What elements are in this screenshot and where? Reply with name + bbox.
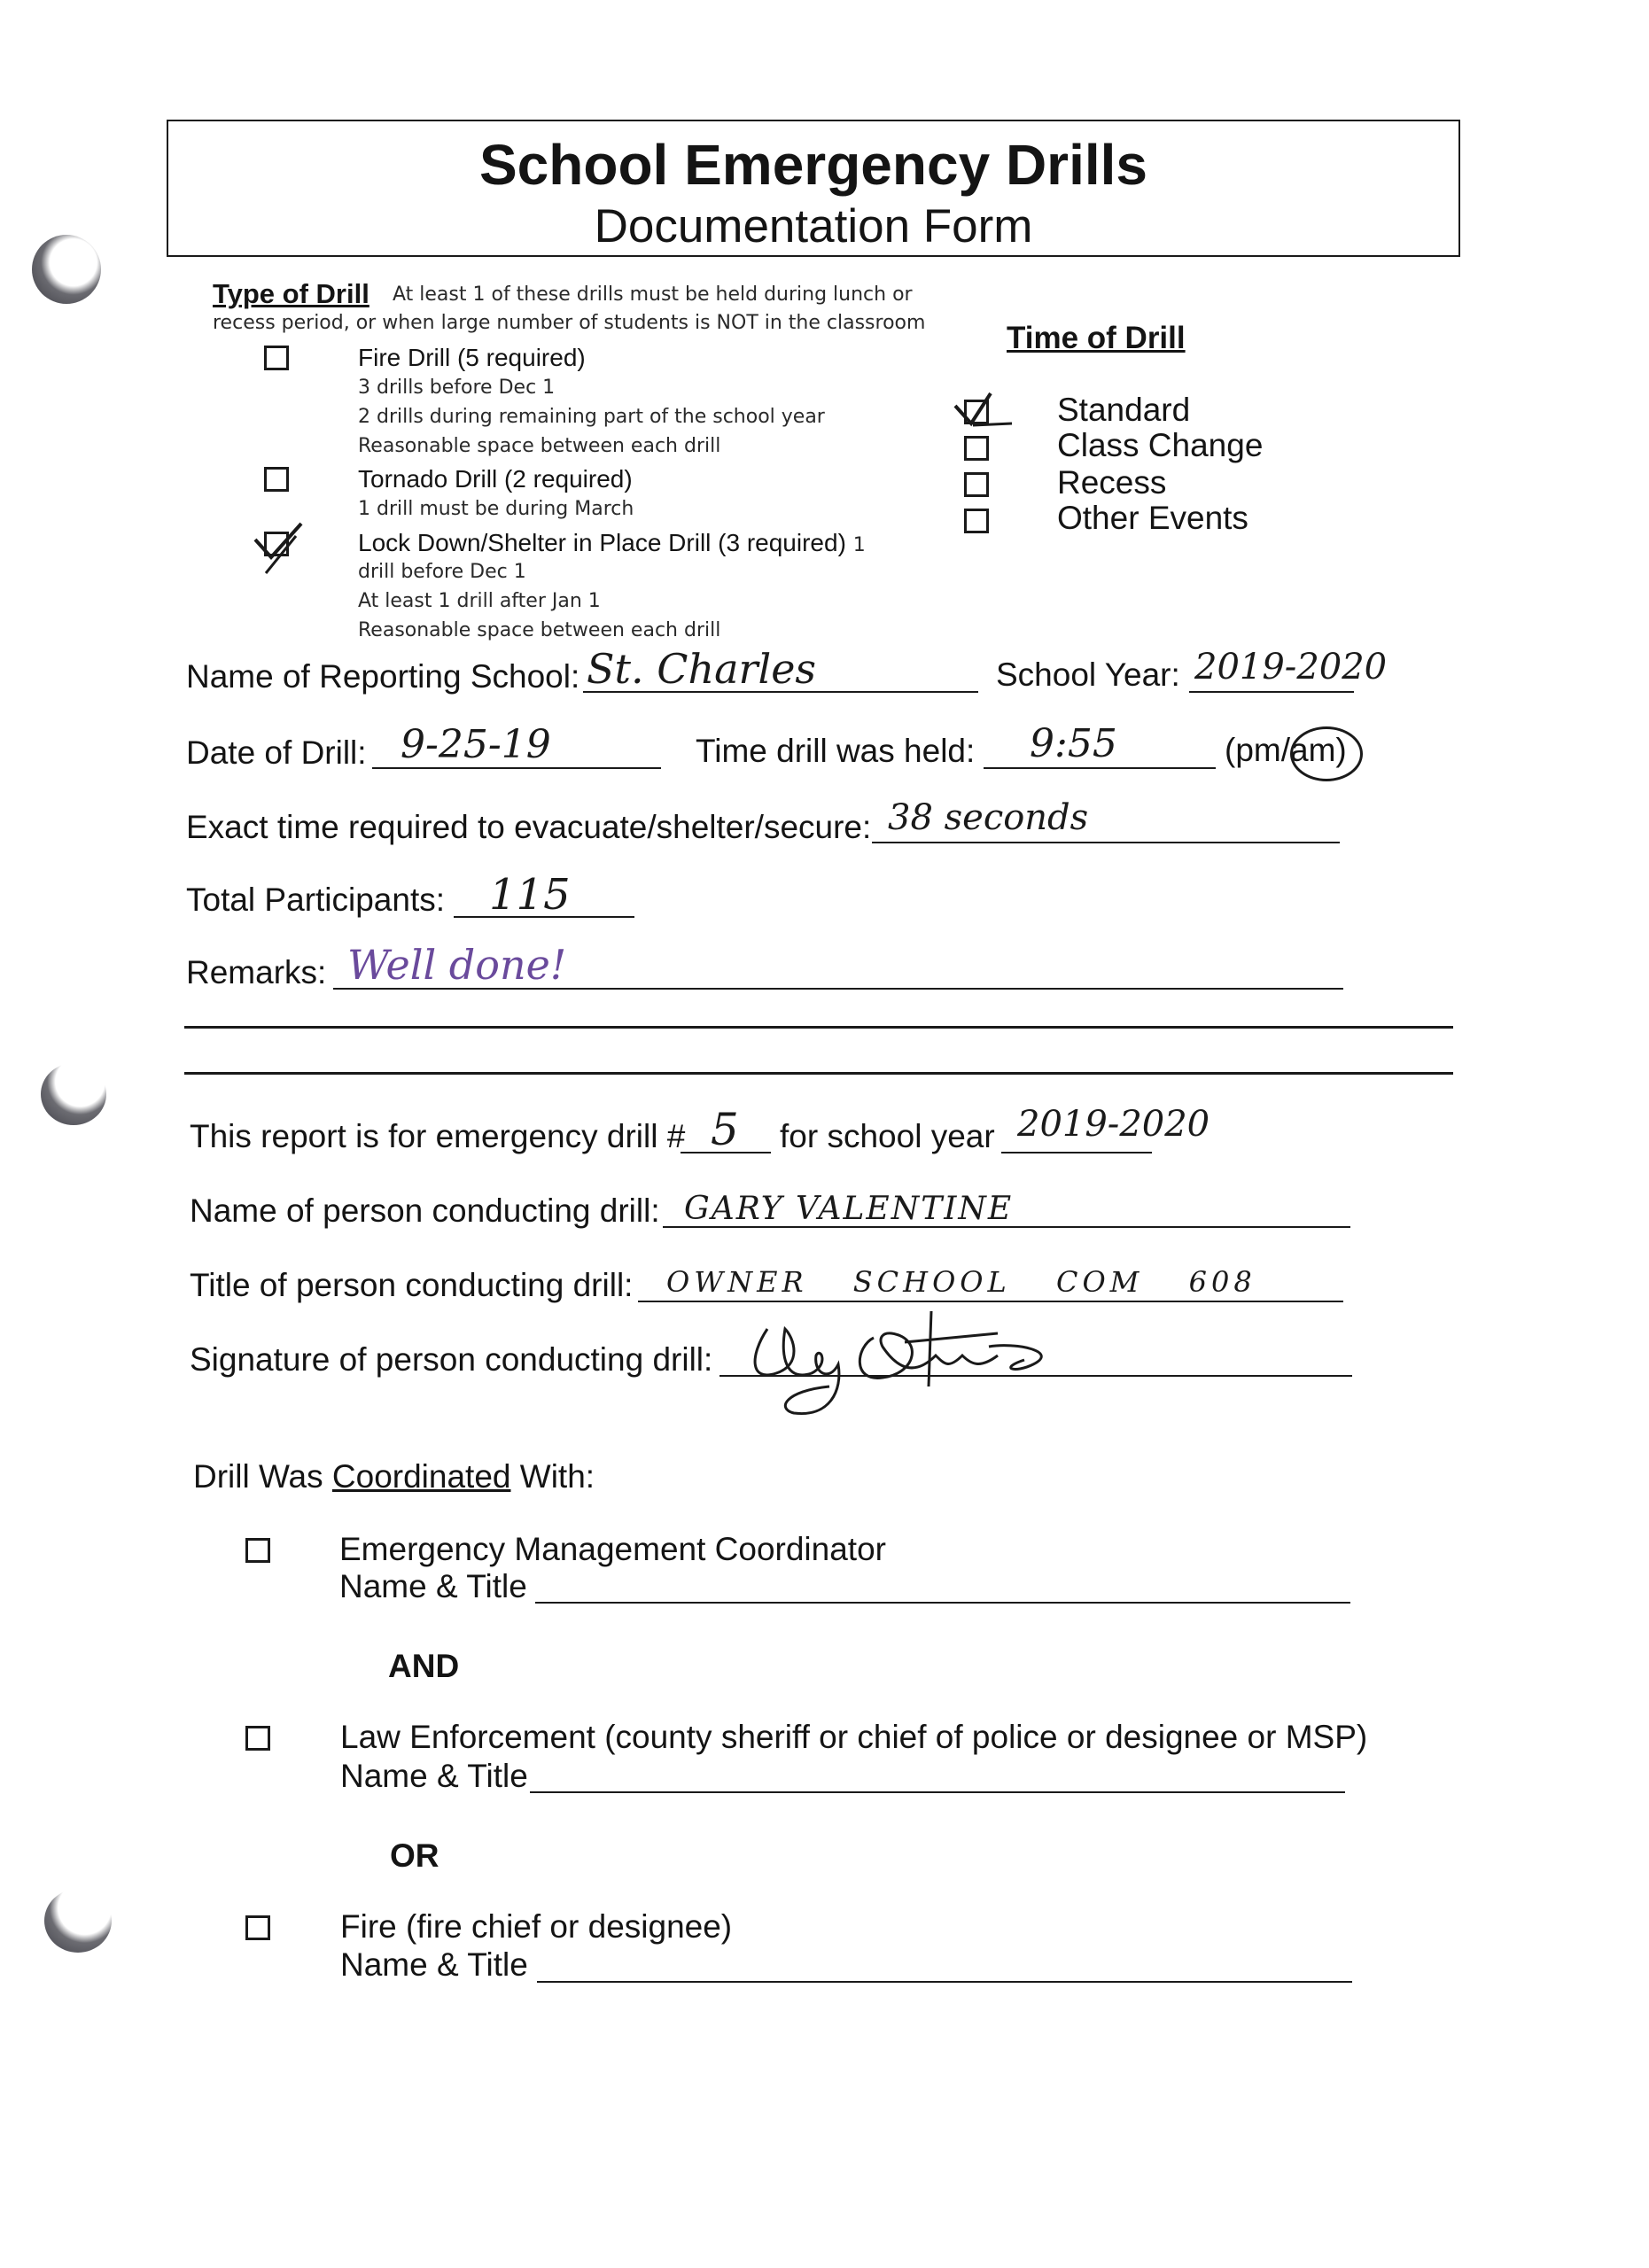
tornado-drill-label: Tornado Drill (2 required) [358,465,633,493]
report-middle: for school year [780,1118,995,1154]
time-standard-label: Standard [1057,392,1191,428]
report-prefix: This report is for emergency drill # [190,1118,686,1154]
signature-label: Signature of person conducting drill: [190,1341,713,1378]
school-year-line [1189,691,1354,693]
fire-drill-detail: Reasonable space between each drill [358,435,721,457]
lockdown-drill-label [358,529,866,557]
coordinated-heading-underlined: Coordinated [331,1458,511,1495]
tornado-drill-detail: 1 drill must be during March [358,498,634,520]
time-recess-label: Recess [1057,464,1167,501]
conductor-title-value[interactable]: OWNER SCHOOL COM 608 [666,1265,1256,1299]
fire-chief-name-line[interactable] [537,1981,1352,1983]
am-pm-label: (pm/am) [1225,732,1347,768]
fire-drill-label: Fire Drill (5 required) [358,344,586,371]
participants-label: Total Participants: [186,882,446,918]
header-box [167,120,1460,257]
lockdown-drill-detail: drill before Dec 1 [358,561,526,583]
school-name-label: Name of Reporting School: [186,658,580,695]
law-enforcement-label: Law Enforcement (county sheriff or chief of police or designee or MSP) [340,1719,1368,1755]
report-year-line [1001,1152,1152,1153]
law-enforcement-name-title-label: Name & Title [340,1758,528,1794]
lockdown-drill-detail: Reasonable space between each drill [358,619,721,641]
and-word: AND [388,1648,460,1684]
report-year-value[interactable]: 2019-2020 [1017,1104,1210,1145]
emergency-coordinator-name-title-label: Name & Title [339,1568,527,1604]
exact-time-label: Exact time required to evacuate/shelter/secure: [186,809,872,845]
conductor-title-label: Title of person conducting drill: [190,1267,634,1303]
lockdown-drill-label-tail: 1 [852,534,866,556]
drill-number-value[interactable]: 5 [711,1104,739,1155]
punch-hole-middle [41,1063,106,1125]
fire-drill-detail: 3 drills before Dec 1 [358,377,556,399]
remarks-line-2 [184,1026,1453,1029]
conductor-name-label: Name of person conducting drill: [190,1192,660,1229]
time-other-events-label: Other Events [1057,500,1248,536]
school-year-value[interactable]: 2019-2020 [1194,647,1388,687]
type-of-drill-note-2: recess period, or when large number of students is NOT in the classroom [213,312,926,334]
time-class-change-checkbox[interactable] [964,436,989,461]
punch-hole-top [32,235,101,304]
emergency-coordinator-label: Emergency Management Coordinator [339,1531,886,1567]
punch-hole-bottom [44,1889,112,1953]
law-enforcement-name-line[interactable] [530,1791,1345,1793]
remarks-label: Remarks: [186,954,327,990]
law-enforcement-checkbox[interactable] [245,1726,270,1751]
check-mark-icon [248,518,310,580]
type-of-drill-heading: Type of Drill [213,278,369,309]
fire-chief-checkbox[interactable] [245,1915,270,1940]
form-subtitle: Documentation Form [594,200,1033,252]
time-held-label: Time drill was held: [696,733,976,769]
fire-drill-checkbox[interactable] [264,346,289,370]
fire-drill-detail: 2 drills during remaining part of the school year [358,406,825,428]
lockdown-drill-label-main: Lock Down/Shelter in Place Drill (3 required) [358,529,846,556]
time-held-line [984,767,1216,769]
signature-mark[interactable] [732,1302,1086,1426]
date-of-drill-value[interactable]: 9-25-19 [401,722,551,767]
time-other-events-checkbox[interactable] [964,509,989,533]
conductor-name-value[interactable]: GARY VALENTINE [684,1191,1014,1227]
lockdown-drill-detail: At least 1 drill after Jan 1 [358,590,601,612]
fire-chief-label: Fire (fire chief or designee) [340,1908,733,1945]
coordinated-heading-pre: Drill Was [193,1458,323,1495]
type-of-drill-note-1: At least 1 of these drills must be held during lunch or [393,284,913,306]
participants-value[interactable]: 115 [489,870,571,920]
exact-time-value[interactable]: 38 seconds [888,797,1089,838]
school-year-label: School Year: [996,656,1180,693]
date-of-drill-label: Date of Drill: [186,734,367,771]
coordinated-heading-post: With: [519,1458,595,1495]
school-name-value[interactable]: St. Charles [587,645,817,693]
time-of-drill-heading: Time of Drill [1007,321,1186,355]
tornado-drill-checkbox[interactable] [264,467,289,492]
check-mark-icon [950,390,1014,434]
exact-time-line [872,842,1340,843]
form-title: School Emergency Drills [478,133,1148,197]
remarks-value[interactable]: Well done! [347,941,567,989]
emergency-coordinator-checkbox[interactable] [245,1538,270,1563]
time-held-value[interactable]: 9:55 [1030,721,1117,766]
date-of-drill-line [372,767,661,769]
am-circle-mark [1290,726,1363,781]
or-word: OR [390,1837,439,1874]
fire-chief-name-title-label: Name & Title [340,1946,528,1983]
time-recess-checkbox[interactable] [964,472,989,497]
emergency-coordinator-name-line[interactable] [535,1602,1350,1604]
remarks-line-3 [184,1072,1453,1075]
coordinated-heading [193,1458,595,1495]
time-class-change-label: Class Change [1057,427,1264,463]
